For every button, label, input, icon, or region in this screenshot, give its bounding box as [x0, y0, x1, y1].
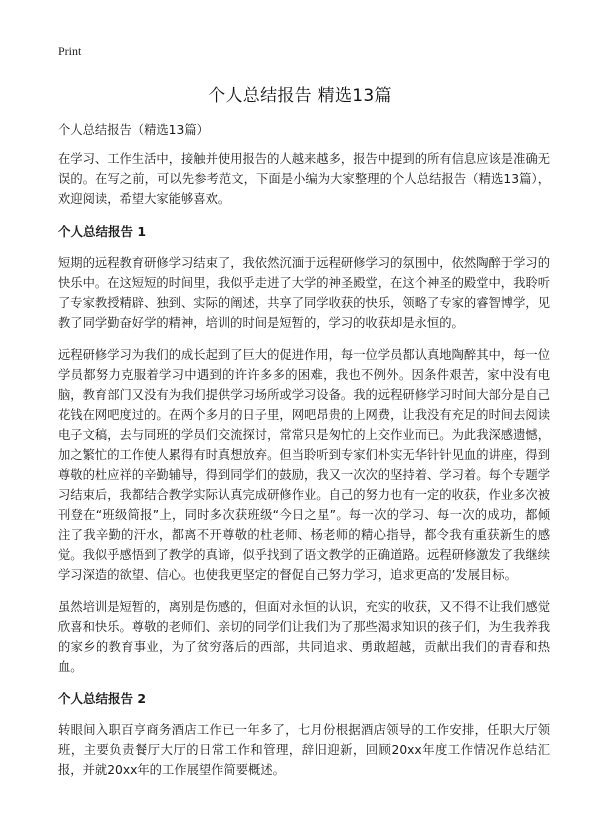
section-paragraph: 虽然培训是短暂的，离别是伤感的，但面对永恒的认识，充实的收获，又不得不让我们感觉欣喜和快乐。尊敬的老师们、亲切的同学们让我们为了那些渴求知识的孩子们，为生我养我的家乡的教育事业，为了贫穷落后的西部，共同追求、勇敢超越，贡献出我们的青春和热血。 — [58, 600, 550, 674]
section-heading: 个人总结报告 2 — [58, 691, 147, 706]
intro-paragraph: 在学习、工作生活中，接触并使用报告的人越来越多，报告中提到的所有信息应该是准确无误的。在写之前，可以先参考范文，下面是小编为大家整理的个人总结报告（精选13篇），欢迎阅读，希望大家能够喜欢。 — [58, 152, 550, 206]
document-subtitle: 个人总结报告（精选13篇） — [58, 123, 209, 137]
section-heading: 个人总结报告 1 — [58, 224, 147, 239]
section-paragraph: 远程研修学习为我们的成长起到了巨大的促进作用，每一位学员都认真地陶醉其中，每一位学员都努力克服着学习中遇到的许许多多的困难，我也不例外。因条件艰苦，家中没有电脑，教育部门又没有为我们提供学习场所或学习设备。我的远程研修学习时间大部分是自己花钱在网吧度过的。在两个多月的日子里，网吧昂贵的上网费，让我没有充足的时间去阅读电子文稿，去与同班的学员们交流探讨，常常只是匆忙的上交作业而已。为此我深感遗憾，加之繁忙的工作使人累得有时真想放弃。但当聆听到专家们朴实无华针针见血的讲座，得到尊敬的杜应祥的辛勤辅导，得到同学们的鼓励，我又一次次的坚持着、学习着。每个专题学习结束后，我都结合教学实际认真完成研修作业。自己的努力也有一定的收获，作业多次被刊登在“班级简报”上，同时多次获班级“今日之星”。每一次的学习、每一次的成功，都倾注了我辛勤的汗水，都离不开尊敬的杜老师、杨老师的精心指导，都令我有重获新生的感觉。我似乎感悟到了教学的真谛，似乎找到了语文教学的正确道路。远程研修激发了我继续学习深造的欲望、信心。也使我更坚定的督促自己努力学习，追求更高的’发展目标。 — [58, 348, 550, 582]
print-link[interactable]: Print — [58, 44, 82, 58]
section-paragraph: 转眼间入职百亨商务酒店工作已一年多了，七月份根据酒店领导的工作安排，任职大厅领班，主要负责餐厅大厅的日常工作和管理，辞旧迎新，回顾20xx年度工作情况作总结汇报，并就20xx年的工作展望作简要概述。 — [58, 723, 550, 777]
section-paragraph: 短期的远程教育研修学习结束了，我依然沉湎于远程研修学习的氛围中，依然陶醉于学习的快乐中。在这短短的时间里，我似乎走进了大学的神圣殿堂，在这个神圣的殿堂中，我聆听了专家教授精辟、独到、实际的阐述，共享了同学收获的快乐，领略了专家的睿智博学，见教了同学勤奋好学的精神，培训的时间是短暂的，学习的收获却是永恒的。 — [58, 256, 550, 330]
page-title: 个人总结报告 精选13篇 — [208, 86, 392, 106]
section-2 — [58, 689, 550, 780]
section-1 — [58, 222, 550, 677]
document-body — [58, 120, 550, 792]
